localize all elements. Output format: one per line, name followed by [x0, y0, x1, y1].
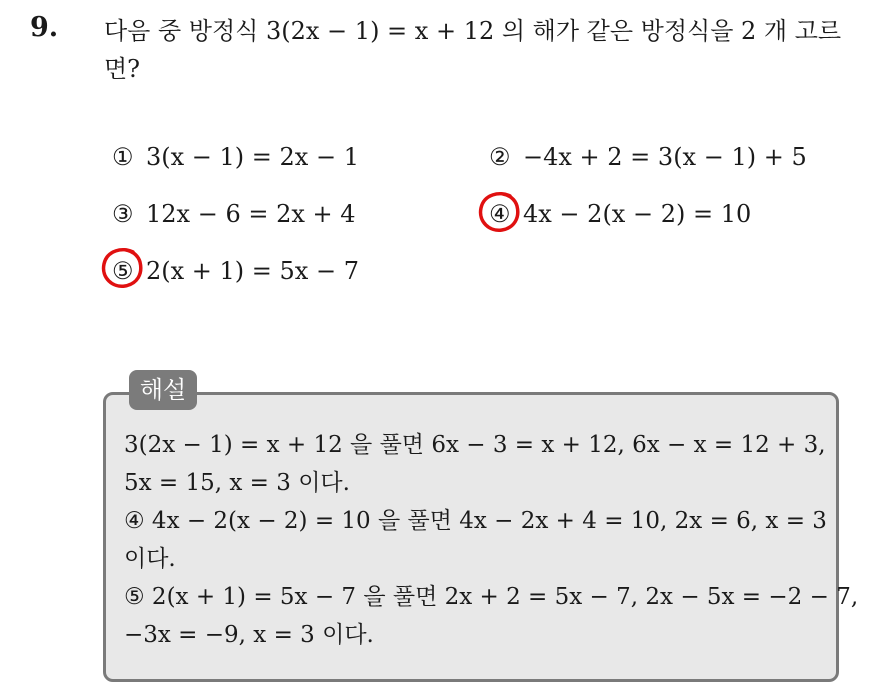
- answer-circle-mark-5: [99, 246, 147, 292]
- choice-2-expression: −4x + 2 = 3(x − 1) + 5: [523, 143, 807, 171]
- choice-4-expression: 4x − 2(x − 2) = 10: [523, 200, 752, 228]
- choice-4[interactable]: [489, 199, 751, 229]
- question-number: 9.: [30, 12, 59, 43]
- question-text: 다음 중 방정식 3(2x − 1) = x + 12 의 해가 같은 방정식을 2 개 고르면?: [104, 17, 842, 83]
- choice-3-expression: 12x − 6 = 2x + 4: [146, 200, 356, 228]
- solution-line-3: ④ 4x − 2(x − 2) = 10 을 풀면 4x − 2x + 4 = 10, 2x = 6, x = 3: [124, 508, 827, 534]
- solution-line-1: 3(2x − 1) = x + 12 을 풀면 6x − 3 = x + 12, 6x − x = 12 + 3,: [124, 432, 826, 458]
- choice-5-expression: 2(x + 1) = 5x − 7: [146, 257, 359, 285]
- choice-2-number: ②: [489, 143, 511, 171]
- solution-tab: 해설: [129, 370, 197, 410]
- choice-1-expression: 3(x − 1) = 2x − 1: [146, 143, 359, 171]
- solution-line-2: 5x = 15, x = 3 이다.: [124, 470, 350, 496]
- choice-2[interactable]: [489, 142, 807, 172]
- solution-text: [124, 426, 859, 654]
- choice-1[interactable]: [112, 142, 359, 172]
- solution-line-6: −3x = −9, x = 3 이다.: [124, 622, 374, 648]
- choice-5[interactable]: [112, 256, 359, 286]
- solution-line-5: ⑤ 2(x + 1) = 5x − 7 을 풀면 2x + 2 = 5x − 7, 2x − 5x = −2 − 7,: [124, 584, 859, 610]
- choice-5-number: ⑤: [112, 257, 134, 285]
- choice-4-number: ④: [489, 200, 511, 228]
- choice-1-number: ①: [112, 143, 134, 171]
- solution-line-4: 이다.: [124, 546, 176, 572]
- answer-circle-mark-4: [476, 190, 524, 236]
- choice-3[interactable]: [112, 199, 356, 229]
- choice-3-number: ③: [112, 200, 134, 228]
